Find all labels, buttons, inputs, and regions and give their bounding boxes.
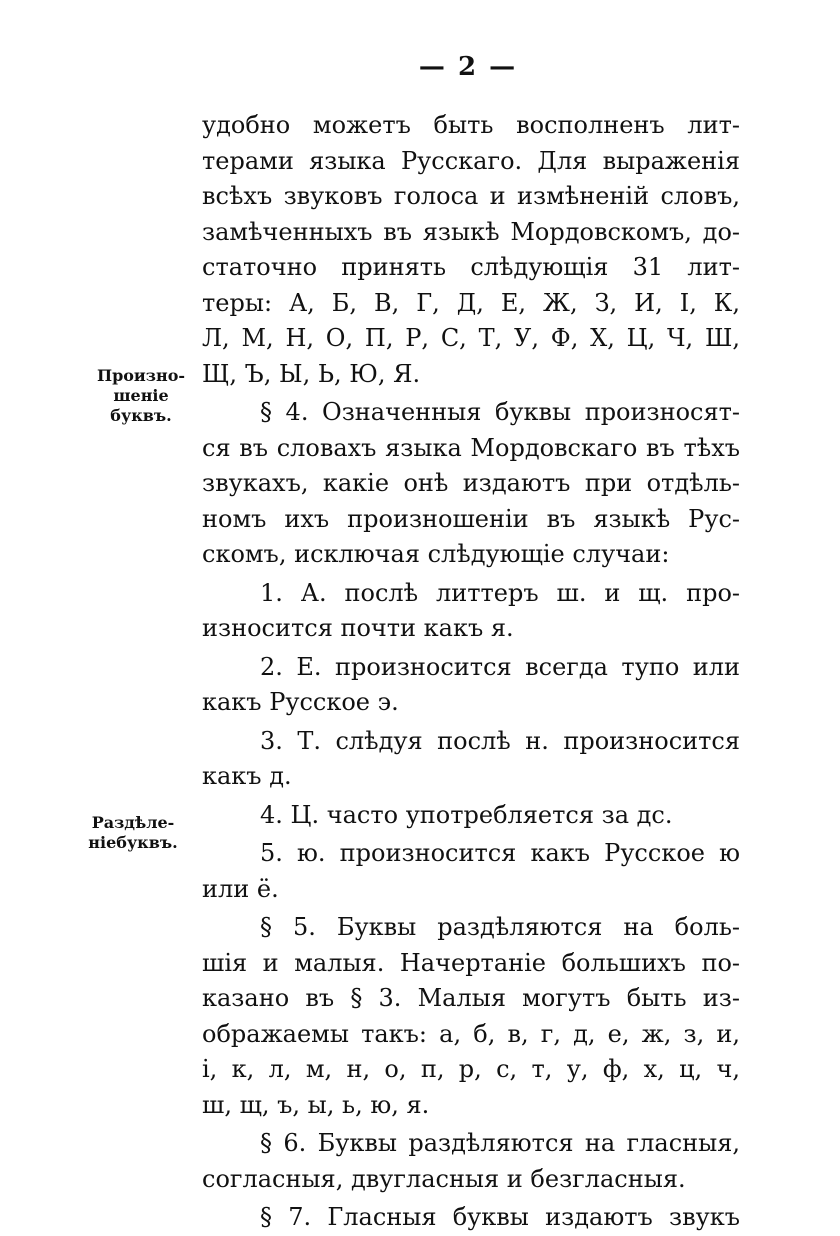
text-line: какъ д. — [202, 762, 292, 790]
text-line: или ё. — [202, 874, 279, 903]
margin-note-pronunciation — [86, 366, 196, 426]
rule-5-line: 5. ю. произносится какъ Русское ю — [260, 839, 740, 867]
page-number: — 2 — — [418, 52, 518, 82]
text-line: скомъ, исключая слѣдующіе случаи: — [202, 540, 670, 568]
text-line: согласныя, двугласныя и безгласныя. — [202, 1164, 686, 1193]
rule-2-line: 2. Е. произносится всегда тупо или — [260, 652, 740, 681]
margin-note-division — [78, 813, 188, 853]
text-line: всѣхъ звуковъ голоса и измѣненій словъ, — [202, 182, 740, 210]
text-line: ш, щ, ъ, ы, ь, ю, я. — [202, 1090, 430, 1119]
text-line: Щ, Ъ, Ы, Ь, Ю, Я. — [202, 359, 421, 388]
text-line: ся въ словахъ языка Мордовскаго въ тѣхъ — [202, 433, 740, 462]
body-text — [202, 108, 740, 1236]
margin-note-line: Произно- — [96, 366, 186, 385]
rule-4-line: 4. Ц. часто употребляется за дс. — [260, 800, 673, 829]
text-line: шія и малыя. Начертаніе большихъ по- — [202, 948, 740, 977]
section-5-heading-line: § 5. Буквы раздѣляются на боль- — [260, 913, 740, 941]
text-line: замѣченныхъ въ языкѣ Мордовскомъ, до- — [202, 217, 740, 246]
text-line: і, к, л, м, н, о, п, р, с, т, у, ф, х, ц, ч, — [202, 1055, 740, 1083]
text-line: износится почти какъ я. — [202, 614, 514, 642]
text-line: статочно принять слѣдующія 31 лит- — [202, 253, 740, 281]
margin-note-line: буквъ. — [110, 406, 172, 425]
margin-note-line: шеніе — [113, 386, 169, 405]
section-4-heading-line: § 4. Означенныя буквы произносят- — [260, 398, 740, 426]
text-line: ображаемы такъ: а, б, в, г, д, е, ж, з, и, — [202, 1019, 740, 1048]
text-line: теры: А, Б, В, Г, Д, Е, Ж, З, И, І, К, — [202, 288, 740, 317]
rule-3-line: 3. Т. слѣдуя послѣ н. произносится — [260, 726, 740, 755]
section-7-heading-line: § 7. Гласныя буквы издаютъ звукъ — [260, 1203, 740, 1231]
margin-note-line: ніебуквъ. — [88, 833, 178, 852]
text-line: удобно можетъ быть восполненъ лит- — [202, 111, 740, 139]
text-line: какъ Русское э. — [202, 688, 399, 716]
rule-1-line: 1. А. послѣ литтеръ ш. и щ. про- — [260, 578, 740, 607]
section-6-heading-line: § 6. Буквы раздѣляются на гласныя, — [260, 1129, 740, 1157]
text-line: казано въ § 3. Малыя могутъ быть из- — [202, 984, 740, 1012]
text-line: терами языка Русскаго. Для выраженія — [202, 146, 740, 175]
text-line: Л, М, Н, О, П, Р, С, Т, У, Ф, Х, Ц, Ч, Ш, — [202, 324, 740, 352]
text-line: звукахъ, какіе онѣ издаютъ при отдѣль- — [202, 469, 740, 497]
text-line: номъ ихъ произношеніи въ языкѣ Рус- — [202, 504, 740, 533]
margin-note-line: Раздѣле- — [91, 813, 175, 832]
